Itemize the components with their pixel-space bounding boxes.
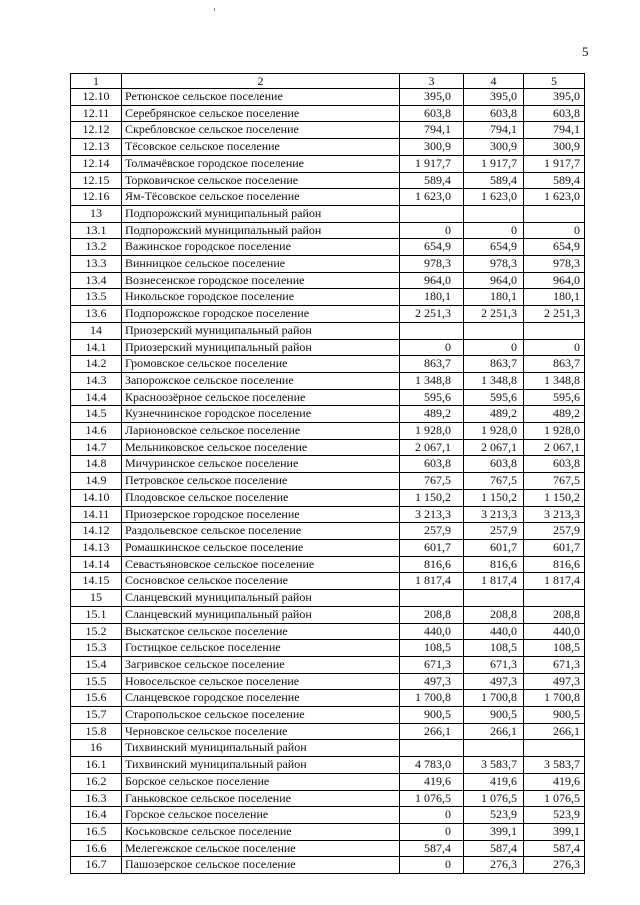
row-number: 13.1 xyxy=(71,222,122,239)
value-col-5: 276,3 xyxy=(524,857,585,874)
value-col-3: 108,5 xyxy=(400,640,464,657)
value-col-3: 1 150,2 xyxy=(400,489,464,506)
row-name: Ям-Тёсовское сельское поселение xyxy=(122,189,400,206)
row-number: 14.14 xyxy=(71,556,122,573)
row-number: 12.11 xyxy=(71,105,122,122)
row-number: 16.1 xyxy=(71,757,122,774)
row-number: 13.3 xyxy=(71,256,122,273)
value-col-5: 440,0 xyxy=(524,623,585,640)
table-row xyxy=(71,139,585,156)
value-col-4: 497,3 xyxy=(464,673,524,690)
row-number: 14.13 xyxy=(71,539,122,556)
row-name: Вознесенское городское поселение xyxy=(122,272,400,289)
row-number: 13.6 xyxy=(71,306,122,323)
value-col-4: 180,1 xyxy=(464,289,524,306)
row-number: 12.13 xyxy=(71,139,122,156)
value-col-3: 603,8 xyxy=(400,456,464,473)
value-col-5: 419,6 xyxy=(524,773,585,790)
value-col-3 xyxy=(400,590,464,607)
row-name: Громовское сельское поселение xyxy=(122,356,400,373)
table-row xyxy=(71,823,585,840)
value-col-3: 180,1 xyxy=(400,289,464,306)
value-col-3: 489,2 xyxy=(400,406,464,423)
value-col-4: 767,5 xyxy=(464,473,524,490)
value-col-4: 3 213,3 xyxy=(464,506,524,523)
table-row xyxy=(71,105,585,122)
row-name: Подпорожский муниципальный район xyxy=(122,222,400,239)
value-col-5: 1 623,0 xyxy=(524,189,585,206)
header-cell-5: 5 xyxy=(524,74,585,89)
row-name: Петровское сельское поселение xyxy=(122,473,400,490)
row-number: 16.3 xyxy=(71,790,122,807)
value-col-3: 671,3 xyxy=(400,656,464,673)
value-col-5: 1 817,4 xyxy=(524,573,585,590)
row-name: Тихвинский муниципальный район xyxy=(122,757,400,774)
value-col-4: 964,0 xyxy=(464,272,524,289)
value-col-4: 794,1 xyxy=(464,122,524,139)
value-col-4: 587,4 xyxy=(464,840,524,857)
table-row xyxy=(71,272,585,289)
value-col-3: 1 700,8 xyxy=(400,690,464,707)
row-number: 15.2 xyxy=(71,623,122,640)
value-col-4: 440,0 xyxy=(464,623,524,640)
row-number: 14.8 xyxy=(71,456,122,473)
row-name: Приозерский муниципальный район xyxy=(122,339,400,356)
row-name: Толмачёвское городское поселение xyxy=(122,155,400,172)
value-col-3: 208,8 xyxy=(400,606,464,623)
table-row xyxy=(71,640,585,657)
row-number: 16.6 xyxy=(71,840,122,857)
value-col-5: 1 928,0 xyxy=(524,423,585,440)
value-col-4: 900,5 xyxy=(464,707,524,724)
row-name: Горское сельское поселение xyxy=(122,807,400,824)
row-name: Борское сельское поселение xyxy=(122,773,400,790)
value-col-4: 208,8 xyxy=(464,606,524,623)
row-number: 12.14 xyxy=(71,155,122,172)
row-name: Сосновское сельское поселение xyxy=(122,573,400,590)
value-col-5: 587,4 xyxy=(524,840,585,857)
value-col-3: 794,1 xyxy=(400,122,464,139)
value-col-5: 654,9 xyxy=(524,239,585,256)
row-number: 14.2 xyxy=(71,356,122,373)
row-number: 15.3 xyxy=(71,640,122,657)
value-col-3: 2 251,3 xyxy=(400,306,464,323)
row-name: Черновское сельское поселение xyxy=(122,723,400,740)
row-number: 14.15 xyxy=(71,573,122,590)
value-col-4: 257,9 xyxy=(464,523,524,540)
value-col-3: 266,1 xyxy=(400,723,464,740)
value-col-4: 1 928,0 xyxy=(464,423,524,440)
table-row xyxy=(71,773,585,790)
value-col-5: 399,1 xyxy=(524,823,585,840)
row-name: Скребловское сельское поселение xyxy=(122,122,400,139)
value-col-5: 523,9 xyxy=(524,807,585,824)
table-row xyxy=(71,556,585,573)
value-col-4: 0 xyxy=(464,339,524,356)
table-row xyxy=(71,707,585,724)
row-number: 14.7 xyxy=(71,439,122,456)
row-name: Красноозёрное сельское поселение xyxy=(122,389,400,406)
value-col-4: 399,1 xyxy=(464,823,524,840)
value-col-3: 0 xyxy=(400,823,464,840)
value-col-5: 964,0 xyxy=(524,272,585,289)
row-name: Приозерское городское поселение xyxy=(122,506,400,523)
row-number: 15.8 xyxy=(71,723,122,740)
value-col-4 xyxy=(464,590,524,607)
row-name: Новосельское сельское поселение xyxy=(122,673,400,690)
value-col-4: 1 150,2 xyxy=(464,489,524,506)
row-number: 12.10 xyxy=(71,89,122,106)
value-col-5: 863,7 xyxy=(524,356,585,373)
table-header-row xyxy=(71,74,585,89)
row-number: 14.4 xyxy=(71,389,122,406)
row-number: 14.10 xyxy=(71,489,122,506)
row-name: Коськовское сельское поселение xyxy=(122,823,400,840)
value-col-3: 1 928,0 xyxy=(400,423,464,440)
row-name: Приозерский муниципальный район xyxy=(122,322,400,339)
value-col-3 xyxy=(400,205,464,222)
row-number: 14.3 xyxy=(71,372,122,389)
scan-mark xyxy=(214,8,215,11)
row-number: 15.1 xyxy=(71,606,122,623)
row-name: Ретюнское сельское поселение xyxy=(122,89,400,106)
table-row xyxy=(71,172,585,189)
value-col-3: 1 623,0 xyxy=(400,189,464,206)
table-row xyxy=(71,573,585,590)
value-col-5 xyxy=(524,590,585,607)
value-col-5: 1 700,8 xyxy=(524,690,585,707)
table-row xyxy=(71,439,585,456)
table-row xyxy=(71,389,585,406)
value-col-4: 1 623,0 xyxy=(464,189,524,206)
value-col-3 xyxy=(400,740,464,757)
value-col-3: 654,9 xyxy=(400,239,464,256)
table-row xyxy=(71,339,585,356)
row-number: 16.7 xyxy=(71,857,122,874)
value-col-4: 0 xyxy=(464,222,524,239)
value-col-5: 767,5 xyxy=(524,473,585,490)
value-col-5: 208,8 xyxy=(524,606,585,623)
row-number: 14.5 xyxy=(71,406,122,423)
value-col-5: 108,5 xyxy=(524,640,585,657)
row-number: 16.5 xyxy=(71,823,122,840)
row-name: Ромашкинское сельское поселение xyxy=(122,539,400,556)
table-row xyxy=(71,506,585,523)
row-number: 12.15 xyxy=(71,172,122,189)
row-number: 13.4 xyxy=(71,272,122,289)
value-col-3: 0 xyxy=(400,339,464,356)
value-col-5: 595,6 xyxy=(524,389,585,406)
value-col-4: 276,3 xyxy=(464,857,524,874)
value-col-5: 794,1 xyxy=(524,122,585,139)
value-col-3: 2 067,1 xyxy=(400,439,464,456)
value-col-5: 1 150,2 xyxy=(524,489,585,506)
table-row xyxy=(71,205,585,222)
value-col-4: 395,0 xyxy=(464,89,524,106)
value-col-5: 497,3 xyxy=(524,673,585,690)
value-col-5: 3 583,7 xyxy=(524,757,585,774)
value-col-4 xyxy=(464,205,524,222)
value-col-4: 603,8 xyxy=(464,456,524,473)
table-row xyxy=(71,322,585,339)
row-name: Важинское городское поселение xyxy=(122,239,400,256)
value-col-4 xyxy=(464,322,524,339)
row-name: Сланцевский муниципальный район xyxy=(122,606,400,623)
value-col-5: 2 067,1 xyxy=(524,439,585,456)
value-col-5: 257,9 xyxy=(524,523,585,540)
row-name: Мелегежское сельское поселение xyxy=(122,840,400,857)
value-col-5: 978,3 xyxy=(524,256,585,273)
row-name: Никольское городское поселение xyxy=(122,289,400,306)
row-number: 14 xyxy=(71,322,122,339)
row-name: Винницкое сельское поселение xyxy=(122,256,400,273)
value-col-4: 589,4 xyxy=(464,172,524,189)
row-name: Торковичское сельское поселение xyxy=(122,172,400,189)
value-col-4: 1 817,4 xyxy=(464,573,524,590)
value-col-3: 964,0 xyxy=(400,272,464,289)
header-cell-4: 4 xyxy=(464,74,524,89)
value-col-5: 1 348,8 xyxy=(524,372,585,389)
table-row xyxy=(71,840,585,857)
row-name: Гостицкое сельское поселение xyxy=(122,640,400,657)
page-number: 5 xyxy=(582,44,589,59)
table-row xyxy=(71,372,585,389)
value-col-5: 603,8 xyxy=(524,105,585,122)
value-col-5: 589,4 xyxy=(524,172,585,189)
value-col-4: 595,6 xyxy=(464,389,524,406)
value-col-4: 1 348,8 xyxy=(464,372,524,389)
row-name: Подпорожское городское поселение xyxy=(122,306,400,323)
value-col-4: 863,7 xyxy=(464,356,524,373)
value-col-4: 671,3 xyxy=(464,656,524,673)
row-name: Севастьяновское сельское поселение xyxy=(122,556,400,573)
table-row xyxy=(71,222,585,239)
value-col-3 xyxy=(400,322,464,339)
table-row xyxy=(71,473,585,490)
table-row xyxy=(71,356,585,373)
value-col-3: 587,4 xyxy=(400,840,464,857)
value-col-4: 1 076,5 xyxy=(464,790,524,807)
row-name: Раздольевское сельское поселение xyxy=(122,523,400,540)
table-row xyxy=(71,790,585,807)
value-col-5: 0 xyxy=(524,339,585,356)
row-name: Подпорожский муниципальный район xyxy=(122,205,400,222)
table-row xyxy=(71,807,585,824)
table-row xyxy=(71,189,585,206)
value-col-3: 978,3 xyxy=(400,256,464,273)
row-number: 15 xyxy=(71,590,122,607)
value-col-5: 1 917,7 xyxy=(524,155,585,172)
table-row xyxy=(71,489,585,506)
row-name: Выскатское сельское поселение xyxy=(122,623,400,640)
value-col-5 xyxy=(524,322,585,339)
value-col-3: 0 xyxy=(400,222,464,239)
table-row xyxy=(71,857,585,874)
table-row xyxy=(71,306,585,323)
value-col-4: 601,7 xyxy=(464,539,524,556)
value-col-5: 300,9 xyxy=(524,139,585,156)
value-col-5: 266,1 xyxy=(524,723,585,740)
value-col-3: 1 817,4 xyxy=(400,573,464,590)
row-name: Тихвинский муниципальный район xyxy=(122,740,400,757)
table-row xyxy=(71,456,585,473)
row-number: 13 xyxy=(71,205,122,222)
row-name: Ларионовское сельское поселение xyxy=(122,423,400,440)
table-row xyxy=(71,523,585,540)
value-col-3: 0 xyxy=(400,857,464,874)
row-number: 13.5 xyxy=(71,289,122,306)
header-cell-2: 2 xyxy=(122,74,400,89)
row-number: 14.6 xyxy=(71,423,122,440)
value-col-4: 978,3 xyxy=(464,256,524,273)
value-col-3: 4 783,0 xyxy=(400,757,464,774)
value-col-3: 601,7 xyxy=(400,539,464,556)
row-number: 16.2 xyxy=(71,773,122,790)
row-name: Тёсовское сельское поселение xyxy=(122,139,400,156)
row-name: Серебрянское сельское поселение xyxy=(122,105,400,122)
value-col-5: 3 213,3 xyxy=(524,506,585,523)
row-number: 15.5 xyxy=(71,673,122,690)
table-row xyxy=(71,155,585,172)
value-col-4: 654,9 xyxy=(464,239,524,256)
value-col-4: 603,8 xyxy=(464,105,524,122)
value-col-4: 419,6 xyxy=(464,773,524,790)
value-col-3: 3 213,3 xyxy=(400,506,464,523)
value-col-3: 1 917,7 xyxy=(400,155,464,172)
value-col-5: 601,7 xyxy=(524,539,585,556)
row-number: 15.7 xyxy=(71,707,122,724)
header-cell-3: 3 xyxy=(400,74,464,89)
row-number: 15.6 xyxy=(71,690,122,707)
budget-table xyxy=(70,73,585,874)
row-number: 14.11 xyxy=(71,506,122,523)
table-row xyxy=(71,690,585,707)
value-col-3: 863,7 xyxy=(400,356,464,373)
value-col-3: 1 348,8 xyxy=(400,372,464,389)
value-col-3: 589,4 xyxy=(400,172,464,189)
table-row xyxy=(71,289,585,306)
table-row xyxy=(71,256,585,273)
table-row xyxy=(71,740,585,757)
table-row xyxy=(71,239,585,256)
row-name: Запорожское сельское поселение xyxy=(122,372,400,389)
value-col-3: 497,3 xyxy=(400,673,464,690)
row-name: Сланцевский муниципальный район xyxy=(122,590,400,607)
row-number: 15.4 xyxy=(71,656,122,673)
table-row xyxy=(71,406,585,423)
table-row xyxy=(71,757,585,774)
value-col-3: 603,8 xyxy=(400,105,464,122)
value-col-4: 300,9 xyxy=(464,139,524,156)
value-col-5 xyxy=(524,205,585,222)
value-col-3: 595,6 xyxy=(400,389,464,406)
value-col-4: 108,5 xyxy=(464,640,524,657)
row-name: Кузнечнинское городское поселение xyxy=(122,406,400,423)
row-name: Пашозерское сельское поселение xyxy=(122,857,400,874)
value-col-5: 0 xyxy=(524,222,585,239)
table-row xyxy=(71,423,585,440)
value-col-3: 1 076,5 xyxy=(400,790,464,807)
value-col-3: 300,9 xyxy=(400,139,464,156)
table-row xyxy=(71,590,585,607)
header-cell-1: 1 xyxy=(71,74,122,89)
value-col-5: 671,3 xyxy=(524,656,585,673)
row-name: Плодовское сельское поселение xyxy=(122,489,400,506)
row-number: 14.1 xyxy=(71,339,122,356)
value-col-5: 2 251,3 xyxy=(524,306,585,323)
table-row xyxy=(71,89,585,106)
value-col-3: 816,6 xyxy=(400,556,464,573)
value-col-5: 603,8 xyxy=(524,456,585,473)
value-col-3: 767,5 xyxy=(400,473,464,490)
table-body xyxy=(71,74,585,874)
row-name: Загривское сельское поселение xyxy=(122,656,400,673)
value-col-4: 1 700,8 xyxy=(464,690,524,707)
value-col-5: 816,6 xyxy=(524,556,585,573)
value-col-5: 900,5 xyxy=(524,707,585,724)
value-col-4: 2 251,3 xyxy=(464,306,524,323)
value-col-5: 489,2 xyxy=(524,406,585,423)
table-row xyxy=(71,723,585,740)
row-number: 13.2 xyxy=(71,239,122,256)
row-name: Мичуринское сельское поселение xyxy=(122,456,400,473)
value-col-5: 180,1 xyxy=(524,289,585,306)
row-number: 12.16 xyxy=(71,189,122,206)
row-number: 16 xyxy=(71,740,122,757)
value-col-5 xyxy=(524,740,585,757)
row-number: 14.9 xyxy=(71,473,122,490)
row-name: Старопольское сельское поселение xyxy=(122,707,400,724)
value-col-3: 395,0 xyxy=(400,89,464,106)
value-col-4: 3 583,7 xyxy=(464,757,524,774)
row-number: 12.12 xyxy=(71,122,122,139)
value-col-5: 395,0 xyxy=(524,89,585,106)
table-row xyxy=(71,656,585,673)
table-row xyxy=(71,623,585,640)
value-col-4: 1 917,7 xyxy=(464,155,524,172)
table-row xyxy=(71,539,585,556)
table-row xyxy=(71,122,585,139)
table-row xyxy=(71,673,585,690)
value-col-3: 900,5 xyxy=(400,707,464,724)
value-col-3: 419,6 xyxy=(400,773,464,790)
value-col-4: 816,6 xyxy=(464,556,524,573)
value-col-5: 1 076,5 xyxy=(524,790,585,807)
value-col-3: 440,0 xyxy=(400,623,464,640)
row-name: Ганьковское сельское поселение xyxy=(122,790,400,807)
value-col-4: 523,9 xyxy=(464,807,524,824)
table-row xyxy=(71,606,585,623)
row-name: Мельниковское сельское поселение xyxy=(122,439,400,456)
row-number: 14.12 xyxy=(71,523,122,540)
value-col-4: 266,1 xyxy=(464,723,524,740)
row-name: Сланцевское городское поселение xyxy=(122,690,400,707)
row-number: 16.4 xyxy=(71,807,122,824)
value-col-4: 2 067,1 xyxy=(464,439,524,456)
value-col-3: 0 xyxy=(400,807,464,824)
value-col-4: 489,2 xyxy=(464,406,524,423)
value-col-4 xyxy=(464,740,524,757)
value-col-3: 257,9 xyxy=(400,523,464,540)
